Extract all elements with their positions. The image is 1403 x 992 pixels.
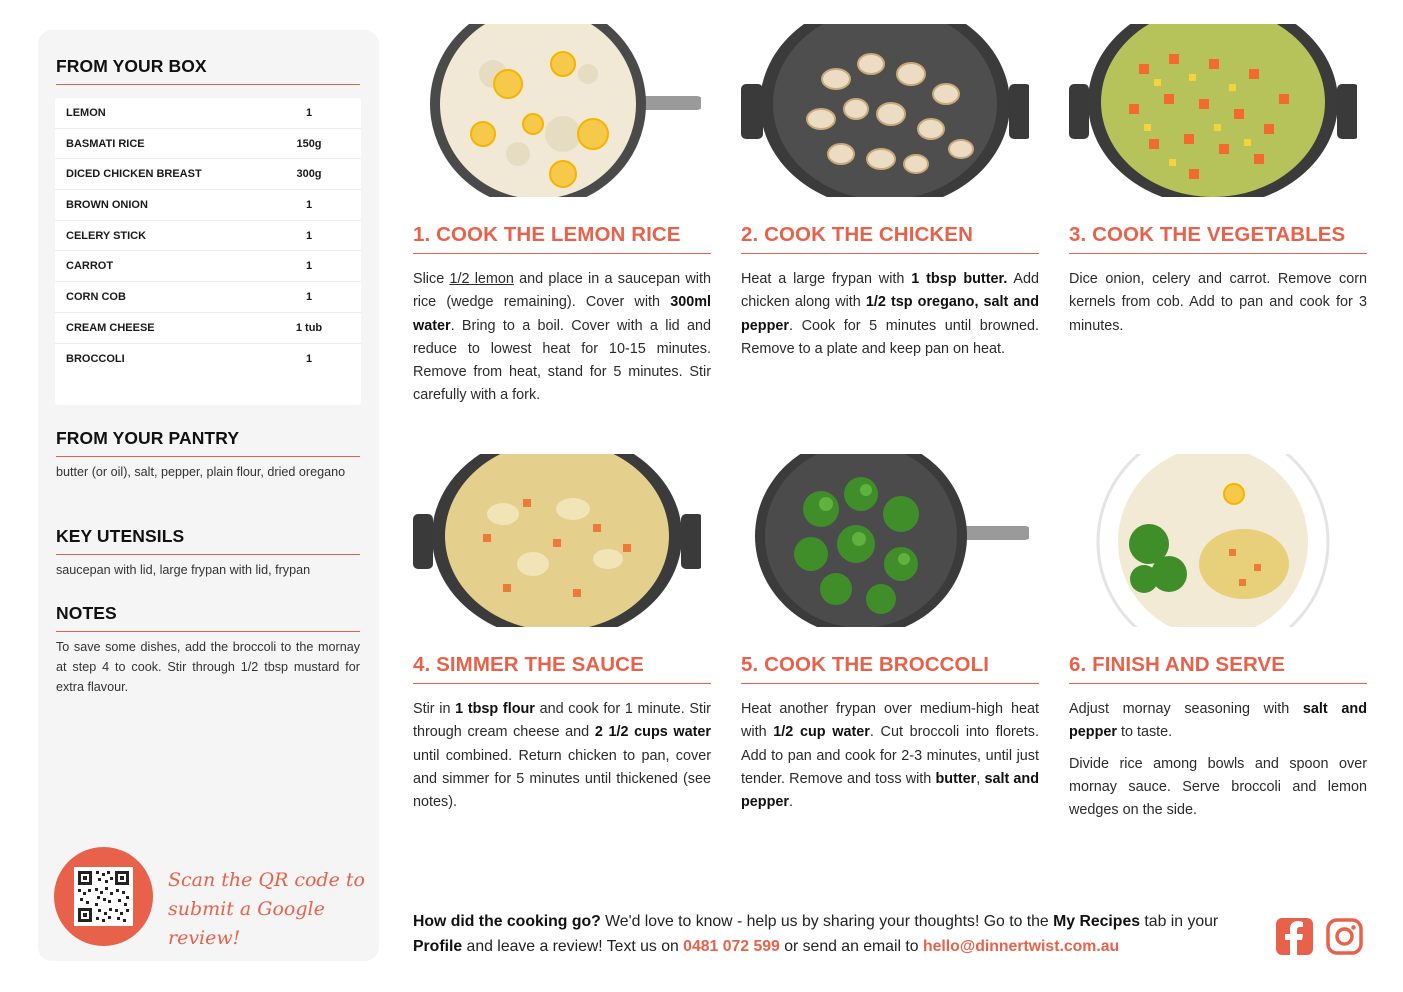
footer-question: How did the cooking go? (413, 913, 601, 930)
table-row (55, 344, 361, 375)
instagram-icon[interactable] (1326, 918, 1363, 955)
profile-link[interactable]: Profile (413, 938, 463, 955)
step-2-title: 2. COOK THE CHICKEN (741, 223, 1039, 254)
pantry-text: butter (or oil), salt, pepper, plain flour, dried oregano (56, 465, 346, 479)
table-row (55, 129, 361, 160)
ingredient-qty: 150g (296, 137, 322, 150)
table-row (55, 159, 361, 190)
step-6-title: 6. FINISH AND SERVE (1069, 653, 1367, 684)
step-4-title: 4. SIMMER THE SAUCE (413, 653, 711, 684)
step-3-instructions: Dice onion, celery and carrot. Remove corn kernels from cob. Add to pan and cook for 3 minutes. (1069, 271, 1367, 334)
ingredient-qty: 1 (305, 229, 313, 242)
notes-text: To save some dishes, add the broccoli to the mornay at step 4 to cook. Stir through 1/2 tbsp mustard for extra flavour. (56, 640, 360, 694)
notes-heading: NOTES (56, 603, 360, 632)
phone-link[interactable]: 0481 072 599 (683, 938, 780, 955)
qr-cta-line: submit a Google review! (168, 898, 325, 949)
ingredients-table (55, 98, 361, 405)
ingredient-name: BROWN ONION (66, 198, 148, 211)
step-1-photo (413, 24, 701, 197)
step-5-photo (741, 454, 1029, 627)
step-2-instructions: Heat a large frypan with 1 tbsp butter. Add chicken along with 1/2 tsp oregano, salt and pepper. Cook for 5 minutes until browned. Remove to a plate and keep pan on heat. (741, 271, 1040, 357)
step-3-title: 3. COOK THE VEGETABLES (1069, 223, 1367, 254)
step-4-instructions: Stir in 1 tbsp flour and cook for 1 minute. Stir through cream cheese and 2 1/2 cups water until combined. Return chicken to pan, cover and simmer for 5 minutes until thickened (see notes). (413, 701, 712, 811)
step-1-instructions: Slice 1/2 lemon and place in a saucepan with rice (wedge remaining). Cover with 300ml water. Bring to a boil. Cover with a lid and reduce to lowest heat for 10-15 minutes. Remove from heat, stand for 5 minutes. Stir carefully with a fork. (413, 271, 712, 404)
ingredient-qty: 1 (305, 352, 313, 365)
table-row (55, 251, 361, 282)
from-your-box-heading: FROM YOUR BOX (56, 56, 360, 85)
step-5-title: 5. COOK THE BROCCOLI (741, 653, 1039, 684)
step-1-title: 1. COOK THE LEMON RICE (413, 223, 711, 254)
ingredient-name: CORN COB (66, 290, 126, 303)
qr-review-cta (168, 866, 368, 953)
facebook-icon[interactable] (1276, 918, 1313, 955)
ingredient-name: CELERY STICK (66, 229, 147, 242)
step-5-instructions: Heat another frypan over medium-high heat with 1/2 cup water. Cut broccoli into florets. Add to pan and cook for 2-3 minutes, until just tender. Remove and toss with butter, salt and pepper. (741, 701, 1040, 811)
ingredient-qty: 1 tub (295, 321, 323, 334)
qr-code-icon[interactable] (74, 867, 133, 926)
from-your-pantry-heading: FROM YOUR PANTRY (56, 428, 360, 457)
ingredient-name: LEMON (66, 106, 106, 119)
utensils-text: saucepan with lid, large frypan with lid, frypan (56, 563, 311, 577)
qr-cta-line: Scan the QR code to (168, 869, 365, 891)
my-recipes-link[interactable]: My Recipes (1053, 913, 1141, 930)
sidebar-panel (38, 30, 379, 961)
table-row (55, 282, 361, 313)
ingredient-qty: 1 (305, 106, 313, 119)
ingredient-qty: 1 (305, 290, 313, 303)
ingredient-name: DICED CHICKEN BREAST (66, 168, 202, 181)
step-6-instructions: Adjust mornay seasoning with salt and pepper to taste. Divide rice among bowls and spoon over mornay sauce. Serve broccoli and lemon wedges on the side. (1069, 701, 1367, 819)
ingredient-qty: 1 (305, 260, 313, 273)
table-row (55, 221, 361, 252)
ingredient-qty: 300g (296, 168, 322, 181)
ingredient-name: CREAM CHEESE (66, 321, 155, 334)
step-3-photo (1069, 24, 1357, 197)
table-row (55, 313, 361, 344)
email-link[interactable]: hello@dinnertwist.com.au (922, 938, 1120, 955)
ingredient-name: BASMATI RICE (66, 137, 145, 150)
table-row (55, 98, 361, 129)
table-row (55, 190, 361, 221)
step-4-photo (413, 454, 701, 627)
step-6-photo (1069, 454, 1357, 627)
key-utensils-heading: KEY UTENSILS (56, 526, 360, 555)
ingredient-name: CARROT (66, 260, 114, 273)
qr-badge (54, 847, 153, 946)
ingredient-qty: 1 (305, 198, 313, 211)
review-footer: How did the cooking go? We'd love to know - help us by sharing your thoughts! Go to the My Recipes tab in your Profile and leave a review! Text us on 0481 072 599 or send an email to hello@dinnertwist.com.au (413, 913, 1219, 955)
ingredient-name: BROCCOLI (66, 352, 125, 365)
step-2-photo (741, 24, 1029, 197)
